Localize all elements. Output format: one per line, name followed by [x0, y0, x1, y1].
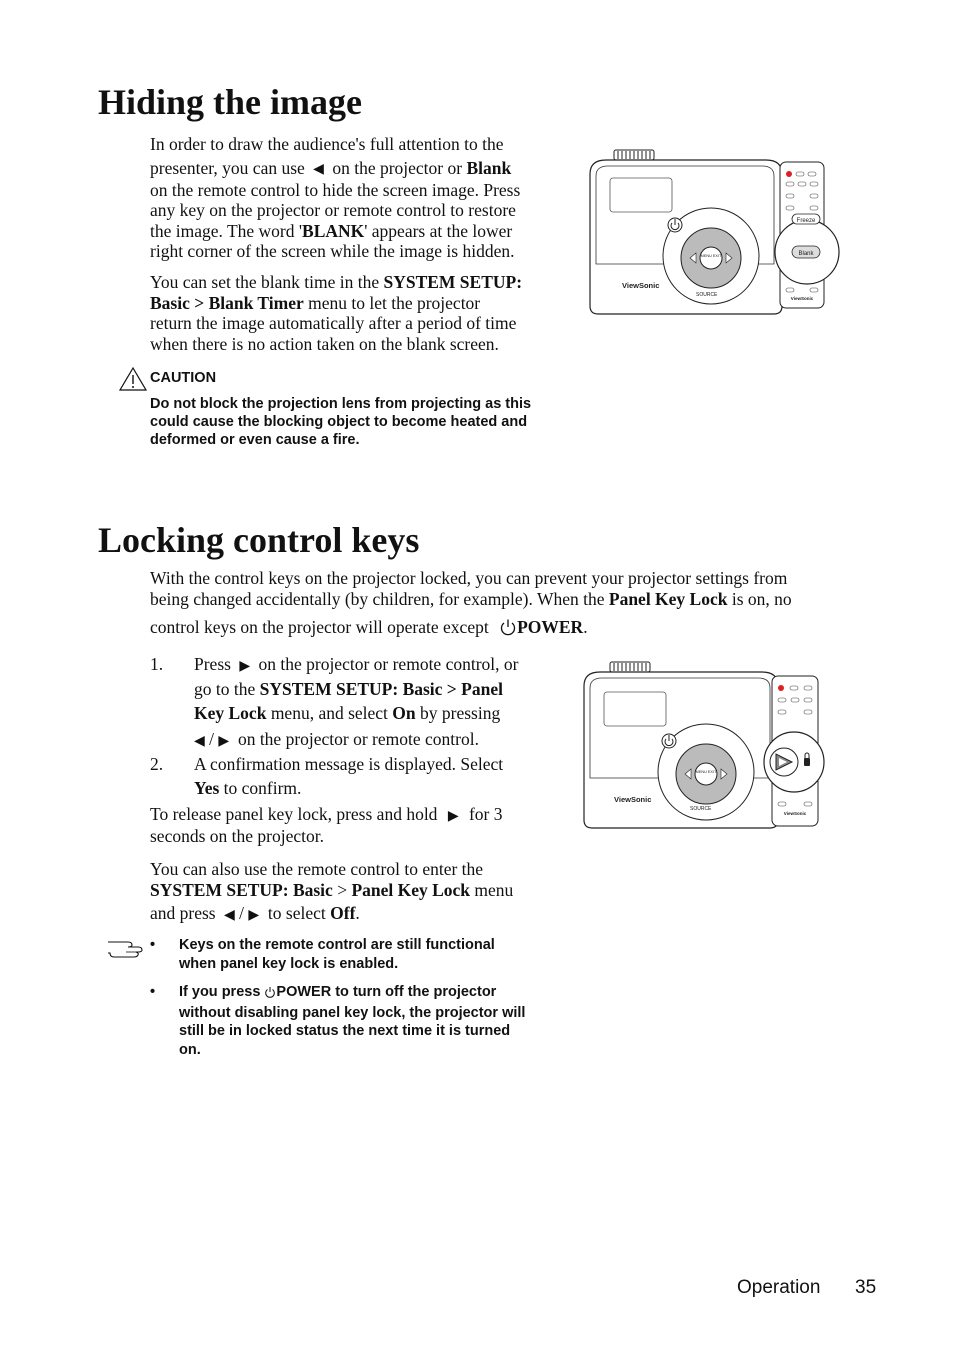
section-title-hiding: Hiding the image [98, 82, 363, 122]
option-off: Off [330, 903, 356, 923]
text-span: menu to let the projector [308, 292, 481, 313]
text-line: without disabling panel key lock, the projector will [179, 1004, 526, 1021]
menu-path: SYSTEM SETUP: Basic > Panel [259, 679, 503, 700]
text-line [150, 880, 570, 901]
text-line [150, 293, 570, 314]
option-yes: Yes [194, 777, 220, 798]
right-arrow-icon: ▶ [239, 657, 251, 674]
right-arrow-icon: ▶ [248, 906, 260, 923]
text-span: menu, and select [270, 702, 388, 723]
hiding-paragraph-2 [150, 272, 570, 354]
text-line [150, 804, 570, 826]
text-line: In order to draw the audience's full attention to the [150, 134, 504, 154]
text-span: the image. The word ' [150, 220, 303, 241]
option-on: On [392, 702, 416, 723]
text-span: to confirm. [223, 777, 302, 798]
text-line [194, 778, 566, 799]
menu-key-label: MENU EXIT [695, 770, 717, 774]
menu-path: Key Lock [194, 702, 267, 723]
page-number: 35 [855, 1277, 877, 1298]
text-line: when there is no action taken on the blank screen. [150, 333, 499, 354]
power-label: POWER [517, 617, 584, 637]
text-line [194, 654, 566, 676]
text-line [150, 589, 870, 610]
caution-text [150, 395, 580, 449]
text-span: If you press [179, 984, 261, 1000]
text-span: To release panel key lock, press and hold [150, 804, 438, 824]
text-line: seconds on the projector. [150, 826, 324, 847]
menu-path: Basic > Blank Timer [150, 292, 304, 313]
hiding-paragraph-1 [150, 134, 570, 262]
blank-word: BLANK [302, 220, 365, 241]
bullet: • [150, 984, 156, 1000]
text-line [179, 983, 579, 1004]
text-span: by pressing [420, 702, 501, 723]
menu-path: SYSTEM SETUP: Basic [150, 879, 333, 900]
menu-path: SYSTEM SETUP: [383, 272, 523, 292]
text-span: Press [194, 654, 231, 674]
text-span: You can set the blank time in the [150, 272, 380, 292]
text-span: being changed accidentally (by children, for example). When the [150, 588, 605, 609]
caution-title: CAUTION [150, 370, 217, 386]
text-line: still be in locked status the next time it is turned [179, 1023, 511, 1039]
text-line [194, 679, 566, 700]
text-line [150, 158, 570, 180]
section-title-locking: Locking control keys [98, 520, 420, 560]
step-1-number: 1. [150, 654, 164, 674]
text-span: . [583, 617, 588, 637]
blank-key-label: Blank [466, 157, 512, 178]
text-line: You can also use the remote control to enter the [150, 859, 484, 879]
menu-item: Panel Key Lock [608, 588, 728, 609]
text-span: for 3 [468, 804, 503, 824]
caution-icon [118, 366, 148, 397]
text-line: on the remote control to hide the screen image. Press [150, 179, 521, 200]
step-1-text [194, 654, 566, 751]
locking-intro [150, 568, 870, 641]
remote-paragraph [150, 859, 570, 925]
text-line: Keys on the remote control are still functional [179, 937, 495, 953]
text-line [150, 272, 570, 293]
brand-text: ViewSonic [622, 281, 660, 290]
text-span: on the projector or [332, 157, 463, 178]
left-arrow-icon: ◀ [313, 161, 324, 178]
text-span: ' appears at the lower [364, 220, 513, 241]
note-2 [179, 983, 579, 1059]
text-span: > [337, 879, 348, 900]
source-key-label: SOURCE [690, 806, 712, 812]
text-line: deformed or even cause a fire. [150, 432, 360, 448]
slash: / [239, 903, 245, 923]
menu-key-label: MENU EXIT [700, 254, 722, 258]
power-icon [499, 618, 517, 641]
text-line: any key on the projector or remote control to restore [150, 200, 516, 221]
freeze-key-label: Freeze [796, 218, 816, 224]
text-span: . [355, 903, 360, 923]
footer-section: Operation [737, 1277, 821, 1298]
slash: / [209, 729, 215, 750]
source-key-label: SOURCE [696, 292, 718, 298]
power-icon [264, 985, 276, 1004]
text-line: could cause the blocking object to become heated and [150, 414, 528, 430]
text-span: is on, no [731, 588, 792, 609]
text-line: return the image automatically after a period of time [150, 313, 517, 333]
note-hand-icon [106, 934, 148, 965]
text-line: A confirmation message is displayed. Select [194, 754, 504, 774]
text-span: menu [474, 879, 514, 900]
projector-lock-figure [580, 658, 842, 835]
text-span: on the projector or remote control, or [258, 654, 519, 674]
menu-path: Panel Key Lock [351, 879, 471, 900]
text-line [150, 617, 870, 641]
remote-brand-text: ViewSonic [783, 811, 807, 816]
text-span: presenter, you can use [150, 157, 305, 178]
text-line: on. [179, 1041, 201, 1058]
left-arrow-icon: ◀ [194, 732, 205, 749]
text-line [150, 221, 570, 242]
text-span: to select [267, 903, 326, 923]
blank-key-label-figure: Blank [798, 251, 814, 257]
bullet: • [150, 937, 156, 953]
text-line [194, 703, 566, 724]
right-arrow-icon: ▶ [218, 732, 230, 749]
text-span: on the projector or remote control. [237, 729, 479, 750]
text-line: Do not block the projection lens from projecting as this [150, 396, 532, 412]
text-line: when panel key lock is enabled. [179, 955, 399, 972]
text-line [194, 729, 566, 751]
projector-blank-figure [586, 146, 844, 323]
right-arrow-icon: ▶ [447, 807, 459, 824]
text-line: right corner of the screen while the image is hidden. [150, 241, 515, 262]
step-2-number: 2. [150, 754, 164, 774]
text-span: control keys on the projector will operate except [150, 617, 489, 637]
text-span: go to the [194, 679, 256, 700]
text-span: and press [150, 903, 216, 923]
note-1 [179, 936, 579, 973]
text-line [150, 903, 570, 925]
release-paragraph [150, 804, 570, 847]
text-span: POWER to turn off the projector [276, 984, 497, 1000]
brand-text: ViewSonic [614, 795, 652, 804]
remote-brand-text: ViewSonic [790, 296, 814, 301]
left-arrow-icon: ◀ [223, 906, 235, 923]
text-line: With the control keys on the projector locked, you can prevent your projector settings from [150, 568, 788, 588]
step-2-text [194, 754, 566, 798]
